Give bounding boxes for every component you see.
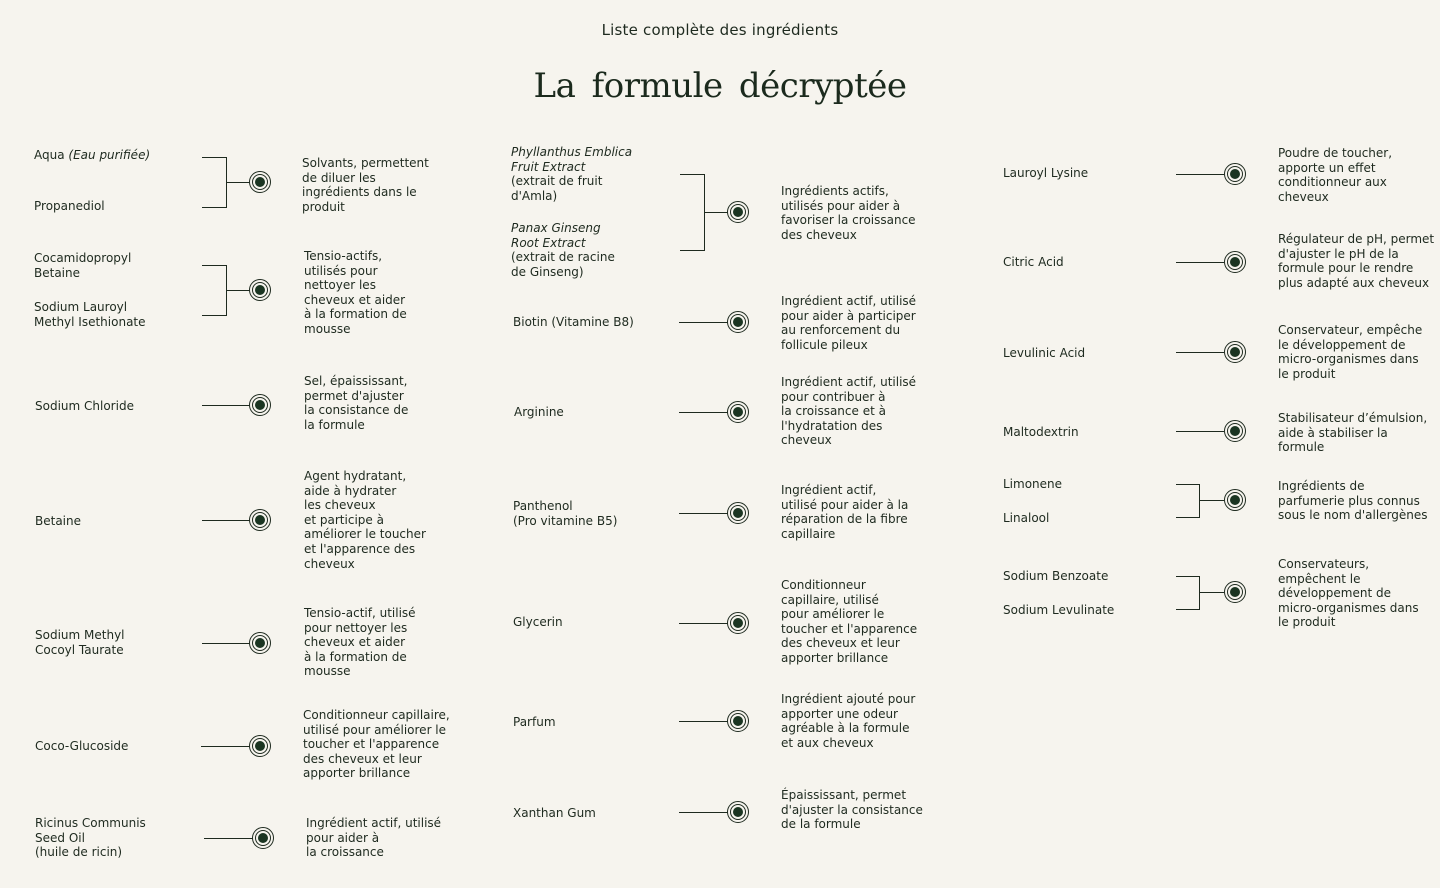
ingredient-description: Agent hydratant, aide à hydrater les cheveux et participe à améliorer le toucher et l'apparence des cheveux	[304, 469, 426, 571]
ingredient-description: Régulateur de pH, permet d'ajuster le pH de la formule pour le rendre plus adapté aux cheveux	[1278, 232, 1435, 290]
connector-line	[1176, 174, 1224, 175]
connector-line	[204, 838, 253, 839]
ingredient-description: Conservateurs, empêchent le développement de micro-organismes dans le produit	[1278, 557, 1419, 630]
ingredient-description: Ingrédient actif, utilisé pour contribuer à la croissance et à l'hydratation des cheveux	[781, 375, 917, 448]
connector-line	[679, 812, 728, 813]
ingredient-name: Arginine	[514, 405, 564, 419]
connector-node-icon	[1224, 420, 1246, 442]
connector-line	[679, 623, 728, 624]
ingredient-description: Ingrédients actifs, utilisés pour aider à favoriser la croissance des cheveux	[781, 184, 916, 242]
ingredient-name: Levulinic Acid	[1003, 346, 1086, 360]
bracket-line	[680, 174, 705, 175]
connector-node-icon	[1224, 581, 1246, 603]
connector-line	[1176, 352, 1224, 353]
connector-line	[679, 721, 728, 722]
connector-node-icon	[249, 509, 271, 531]
connector-line	[226, 182, 250, 183]
ingredient-name: Cocamidopropyl Betaine	[34, 251, 132, 280]
connector-line	[1176, 262, 1224, 263]
connector-node-icon	[727, 612, 749, 634]
ingredient-name: Panthenol (Pro vitamine B5)	[513, 499, 618, 528]
ingredient-name: Biotin (Vitamine B8)	[513, 315, 634, 329]
connector-node-icon	[727, 201, 749, 223]
ingredient-description: Conservateur, empêche le développement de micro-organismes dans le produit	[1278, 323, 1423, 381]
ingredient-name: Maltodextrin	[1003, 425, 1079, 439]
ingredient-name: Glycerin	[513, 615, 563, 629]
bracket-line	[202, 207, 227, 208]
connector-line	[202, 520, 250, 521]
ingredient-description: Épaississant, permet d'ajuster la consistance de la formule	[781, 788, 923, 832]
connector-line	[1176, 431, 1224, 432]
bracket-line	[1176, 609, 1200, 610]
ingredient-description: Ingrédient actif, utilisé pour aider à participer au renforcement du follicule pileux	[781, 294, 917, 352]
bracket-line	[202, 157, 227, 158]
connector-node-icon	[1224, 163, 1246, 185]
ingredient-description: Conditionneur capillaire, utilisé pour améliorer le toucher et l'apparence des cheveux et leur apporter brillance	[303, 708, 450, 781]
ingredient-name: Aqua (Eau purifiée)	[34, 148, 151, 162]
connector-line	[1199, 592, 1224, 593]
bracket-line	[680, 250, 705, 251]
ingredient-name: Linalool	[1003, 511, 1050, 525]
connector-node-icon	[1224, 341, 1246, 363]
connector-node-icon	[1224, 489, 1246, 511]
ingredient-name: Coco-Glucoside	[35, 739, 129, 753]
connector-line	[201, 746, 250, 747]
ingredient-name: Limonene	[1003, 477, 1063, 491]
connector-node-icon	[1224, 251, 1246, 273]
ingredient-name: Sodium Benzoate	[1003, 569, 1109, 583]
connector-line	[226, 290, 250, 291]
page-title: La formule décryptée	[533, 66, 907, 106]
ingredient-name: Sodium Levulinate	[1003, 603, 1115, 617]
connector-line	[202, 643, 250, 644]
connector-node-icon	[249, 279, 271, 301]
connector-line	[679, 412, 728, 413]
bracket-line	[1199, 484, 1200, 518]
ingredient-name: Parfum	[513, 715, 556, 729]
ingredient-description: Ingrédients de parfumerie plus connus sous le nom d'allergènes	[1278, 479, 1428, 523]
ingredient-name: Sodium Chloride	[35, 399, 134, 413]
page-subtitle: Liste complète des ingrédients	[601, 21, 839, 39]
bracket-line	[202, 265, 227, 266]
connector-node-icon	[249, 171, 271, 193]
connector-line	[679, 513, 728, 514]
ingredient-description: Tensio-actif, utilisé pour nettoyer les cheveux et aider à la formation de mousse	[304, 606, 416, 679]
ingredient-description: Sel, épaississant, permet d'ajuster la consistance de la formule	[304, 374, 409, 432]
ingredient-description: Ingrédient actif, utilisé pour aider à la croissance	[306, 816, 442, 860]
connector-node-icon	[249, 394, 271, 416]
connector-node-icon	[252, 827, 274, 849]
bracket-line	[202, 315, 227, 316]
ingredient-name: Ricinus Communis Seed Oil (huile de ricin)	[35, 816, 146, 860]
connector-line	[704, 212, 728, 213]
ingredient-description: Solvants, permettent de diluer les ingrédients dans le produit	[302, 156, 429, 214]
connector-line	[1199, 500, 1224, 501]
ingredient-name: Propanediol	[34, 199, 105, 213]
connector-line	[679, 322, 728, 323]
ingredient-name: Betaine	[35, 514, 81, 528]
ingredient-name: Lauroyl Lysine	[1003, 166, 1089, 180]
connector-node-icon	[727, 401, 749, 423]
bracket-line	[1176, 484, 1200, 485]
ingredient-name: Sodium Lauroyl Methyl Isethionate	[34, 300, 146, 329]
ingredient-description: Poudre de toucher, apporte un effet conditionneur aux cheveux	[1278, 146, 1393, 204]
connector-line	[202, 405, 250, 406]
ingredient-description: Tensio-actifs, utilisés pour nettoyer les cheveux et aider à la formation de mousse	[304, 249, 407, 336]
connector-node-icon	[249, 632, 271, 654]
ingredient-description: Ingrédient ajouté pour apporter une odeur agréable à la formule et aux cheveux	[781, 692, 916, 750]
connector-node-icon	[727, 710, 749, 732]
ingredient-name: Xanthan Gum	[513, 806, 596, 820]
connector-node-icon	[249, 735, 271, 757]
connector-node-icon	[727, 502, 749, 524]
ingredient-description: Conditionneur capillaire, utilisé pour améliorer le toucher et l'apparence des cheveux et leur apporter brillance	[781, 578, 918, 665]
bracket-line	[1176, 517, 1200, 518]
bracket-line	[1199, 576, 1200, 610]
ingredient-name: Phyllanthus Emblica Fruit Extract (extrait de fruit d'Amla)	[511, 145, 633, 203]
connector-node-icon	[727, 311, 749, 333]
ingredient-description: Ingrédient actif, utilisé pour aider à la réparation de la fibre capillaire	[781, 483, 909, 541]
ingredient-description: Stabilisateur d’émulsion, aide à stabiliser la formule	[1278, 411, 1428, 455]
ingredient-name: Sodium Methyl Cocoyl Taurate	[35, 628, 125, 657]
connector-node-icon	[727, 801, 749, 823]
bracket-line	[1176, 576, 1200, 577]
ingredient-name: Panax Ginseng Root Extract (extrait de racine de Ginseng)	[511, 221, 615, 279]
ingredient-name: Citric Acid	[1003, 255, 1064, 269]
